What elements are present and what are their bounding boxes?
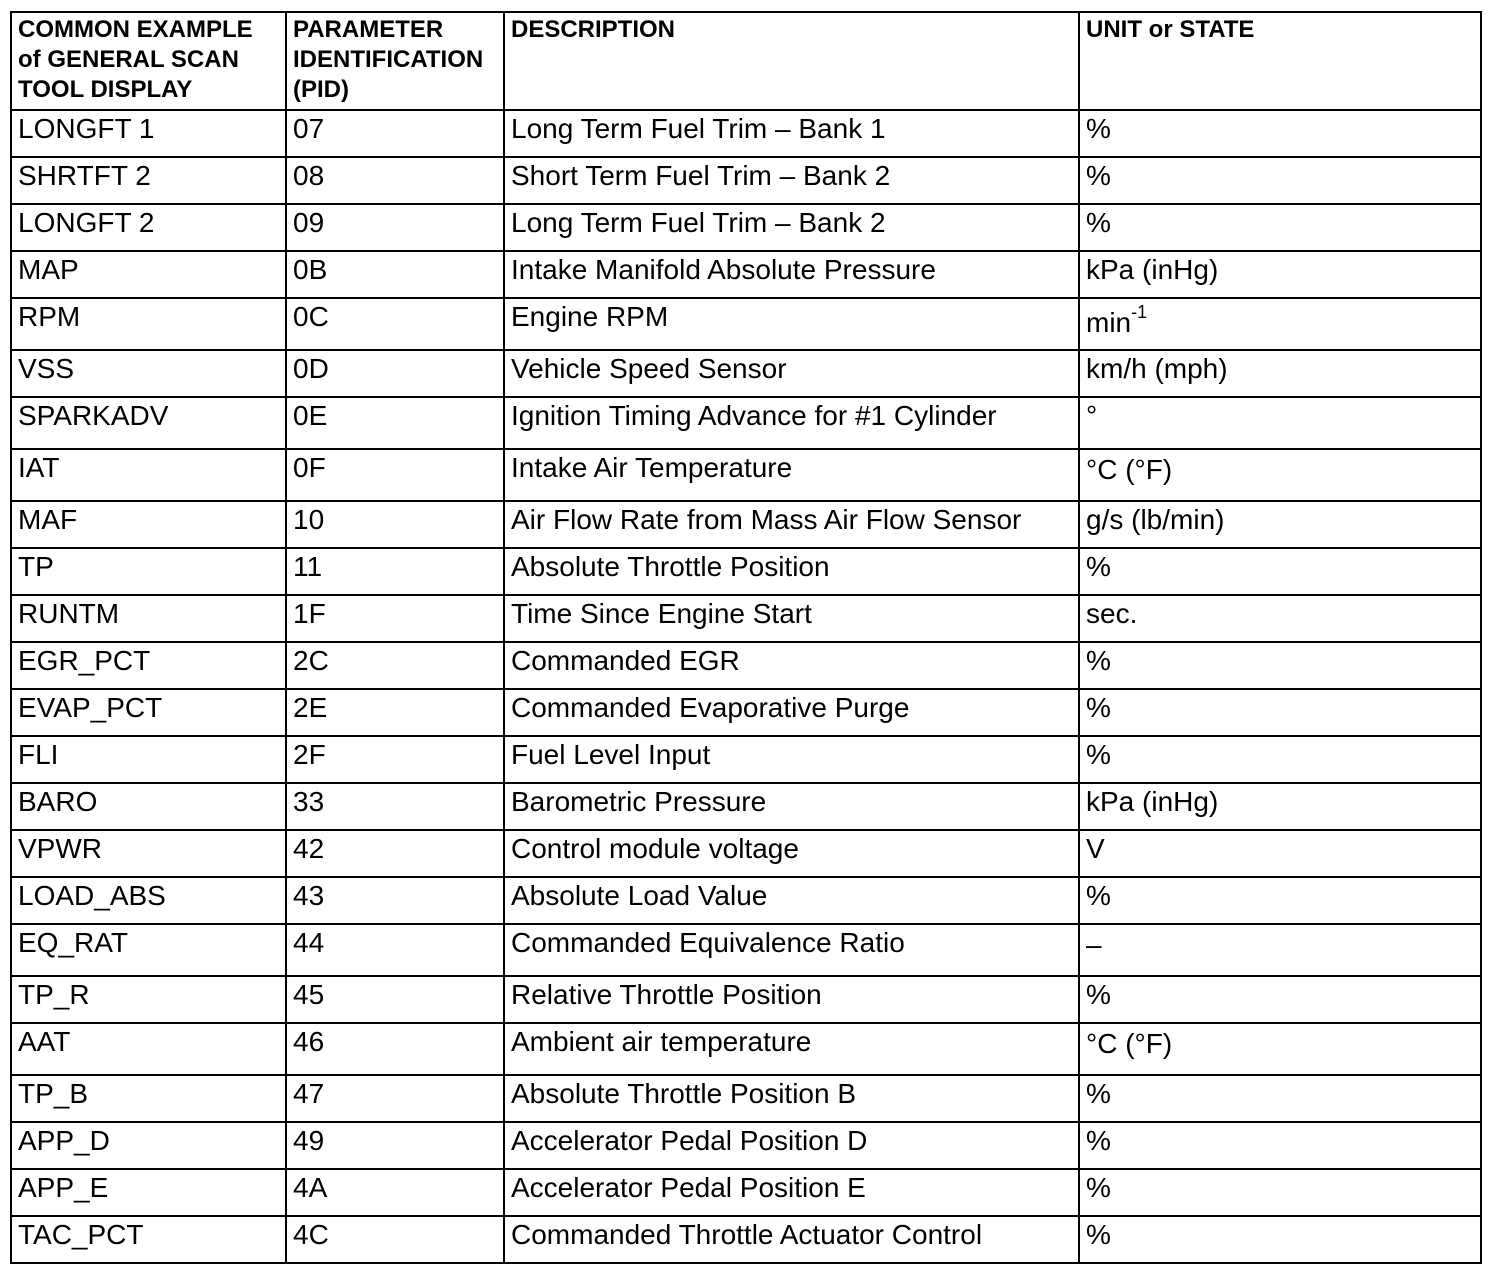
- cell-description: Control module voltage: [504, 830, 1079, 877]
- cell-unit: °C (°F): [1079, 449, 1481, 501]
- cell-description: Intake Air Temperature: [504, 449, 1079, 501]
- cell-unit: %: [1079, 1122, 1481, 1169]
- cell-unit: %: [1079, 1216, 1481, 1263]
- cell-description: Time Since Engine Start: [504, 595, 1079, 642]
- cell-unit: %: [1079, 1169, 1481, 1216]
- cell-description: Engine RPM: [504, 298, 1079, 350]
- table-row: [11, 548, 1481, 595]
- cell-unit: [1079, 298, 1481, 350]
- table-row: [11, 1216, 1481, 1263]
- cell-display: LONGFT 1: [11, 110, 286, 157]
- cell-unit: °C (°F): [1079, 1023, 1481, 1075]
- cell-display: BARO: [11, 783, 286, 830]
- cell-unit: %: [1079, 689, 1481, 736]
- cell-unit: V: [1079, 830, 1481, 877]
- cell-display: AAT: [11, 1023, 286, 1075]
- cell-display: EVAP_PCT: [11, 689, 286, 736]
- cell-description: Absolute Load Value: [504, 877, 1079, 924]
- cell-description: Long Term Fuel Trim – Bank 2: [504, 204, 1079, 251]
- table-row: [11, 449, 1481, 501]
- header-row: [11, 12, 1481, 110]
- cell-pid: 0D: [286, 350, 504, 397]
- cell-pid: 08: [286, 157, 504, 204]
- cell-description: Commanded Throttle Actuator Control: [504, 1216, 1079, 1263]
- cell-display: MAF: [11, 501, 286, 548]
- cell-display: LOAD_ABS: [11, 877, 286, 924]
- cell-display: TP: [11, 548, 286, 595]
- cell-pid: 2F: [286, 736, 504, 783]
- header-pid: PARAMETER IDENTIFICATION (PID): [286, 12, 504, 110]
- cell-pid: 10: [286, 501, 504, 548]
- cell-display: LONGFT 2: [11, 204, 286, 251]
- cell-display: RUNTM: [11, 595, 286, 642]
- table-row: [11, 397, 1481, 449]
- cell-description: Vehicle Speed Sensor: [504, 350, 1079, 397]
- cell-description: Intake Manifold Absolute Pressure: [504, 251, 1079, 298]
- cell-display: APP_D: [11, 1122, 286, 1169]
- cell-unit: %: [1079, 204, 1481, 251]
- cell-description: Commanded EGR: [504, 642, 1079, 689]
- cell-pid: 49: [286, 1122, 504, 1169]
- table-row: [11, 830, 1481, 877]
- pid-table: [10, 11, 1482, 1264]
- table-row: [11, 298, 1481, 350]
- cell-display: EQ_RAT: [11, 924, 286, 976]
- cell-unit: °: [1079, 397, 1481, 449]
- cell-pid: 44: [286, 924, 504, 976]
- cell-pid: 46: [286, 1023, 504, 1075]
- cell-pid: 2C: [286, 642, 504, 689]
- cell-description: Commanded Evaporative Purge: [504, 689, 1079, 736]
- cell-pid: 47: [286, 1075, 504, 1122]
- cell-pid: 07: [286, 110, 504, 157]
- cell-pid: 0F: [286, 449, 504, 501]
- cell-pid: 11: [286, 548, 504, 595]
- table-row: [11, 595, 1481, 642]
- cell-description: Fuel Level Input: [504, 736, 1079, 783]
- table-row: [11, 1023, 1481, 1075]
- cell-pid: 2E: [286, 689, 504, 736]
- cell-unit: %: [1079, 1075, 1481, 1122]
- cell-unit: %: [1079, 548, 1481, 595]
- table-row: [11, 157, 1481, 204]
- table-row: [11, 204, 1481, 251]
- cell-pid: 09: [286, 204, 504, 251]
- cell-unit: %: [1079, 157, 1481, 204]
- header-display: COMMON EXAMPLE of GENERAL SCAN TOOL DISPLAY: [11, 12, 286, 110]
- table-row: [11, 642, 1481, 689]
- cell-pid: 0E: [286, 397, 504, 449]
- cell-pid: 0C: [286, 298, 504, 350]
- cell-display: APP_E: [11, 1169, 286, 1216]
- unit-superscript: -1: [1131, 301, 1148, 322]
- cell-description: Commanded Equivalence Ratio: [504, 924, 1079, 976]
- cell-display: VPWR: [11, 830, 286, 877]
- cell-display: EGR_PCT: [11, 642, 286, 689]
- cell-unit: %: [1079, 877, 1481, 924]
- table-row: [11, 350, 1481, 397]
- cell-unit: kPa (inHg): [1079, 783, 1481, 830]
- table-row: [11, 1122, 1481, 1169]
- cell-description: Ambient air temperature: [504, 1023, 1079, 1075]
- table-row: [11, 1075, 1481, 1122]
- cell-description: Absolute Throttle Position B: [504, 1075, 1079, 1122]
- cell-description: Short Term Fuel Trim – Bank 2: [504, 157, 1079, 204]
- cell-description: Air Flow Rate from Mass Air Flow Sensor: [504, 501, 1079, 548]
- cell-display: TAC_PCT: [11, 1216, 286, 1263]
- cell-unit: –: [1079, 924, 1481, 976]
- cell-unit: %: [1079, 736, 1481, 783]
- cell-display: VSS: [11, 350, 286, 397]
- cell-description: Accelerator Pedal Position E: [504, 1169, 1079, 1216]
- cell-display: TP_B: [11, 1075, 286, 1122]
- cell-unit: g/s (lb/min): [1079, 501, 1481, 548]
- table-row: [11, 1169, 1481, 1216]
- cell-display: TP_R: [11, 976, 286, 1023]
- header-description: DESCRIPTION: [504, 12, 1079, 110]
- unit-base: min: [1086, 307, 1132, 338]
- cell-unit: km/h (mph): [1079, 350, 1481, 397]
- cell-unit: %: [1079, 642, 1481, 689]
- cell-display: MAP: [11, 251, 286, 298]
- cell-display: SPARKADV: [11, 397, 286, 449]
- table-row: [11, 501, 1481, 548]
- cell-description: Relative Throttle Position: [504, 976, 1079, 1023]
- table-row: [11, 110, 1481, 157]
- cell-pid: 0B: [286, 251, 504, 298]
- cell-display: SHRTFT 2: [11, 157, 286, 204]
- table-row: [11, 251, 1481, 298]
- cell-unit: %: [1079, 976, 1481, 1023]
- cell-unit: sec.: [1079, 595, 1481, 642]
- cell-display: RPM: [11, 298, 286, 350]
- cell-pid: 42: [286, 830, 504, 877]
- cell-pid: 33: [286, 783, 504, 830]
- cell-description: Long Term Fuel Trim – Bank 1: [504, 110, 1079, 157]
- cell-pid: 43: [286, 877, 504, 924]
- table-row: [11, 877, 1481, 924]
- cell-pid: 4A: [286, 1169, 504, 1216]
- cell-pid: 4C: [286, 1216, 504, 1263]
- cell-pid: 45: [286, 976, 504, 1023]
- table-row: [11, 976, 1481, 1023]
- cell-description: Absolute Throttle Position: [504, 548, 1079, 595]
- table-row: [11, 736, 1481, 783]
- table-row: [11, 924, 1481, 976]
- cell-display: FLI: [11, 736, 286, 783]
- cell-description: Accelerator Pedal Position D: [504, 1122, 1079, 1169]
- cell-unit: kPa (inHg): [1079, 251, 1481, 298]
- table-row: [11, 783, 1481, 830]
- header-unit: UNIT or STATE: [1079, 12, 1481, 110]
- cell-description: Barometric Pressure: [504, 783, 1079, 830]
- cell-unit: %: [1079, 110, 1481, 157]
- table-row: [11, 689, 1481, 736]
- cell-pid: 1F: [286, 595, 504, 642]
- cell-description: Ignition Timing Advance for #1 Cylinder: [504, 397, 1079, 449]
- cell-display: IAT: [11, 449, 286, 501]
